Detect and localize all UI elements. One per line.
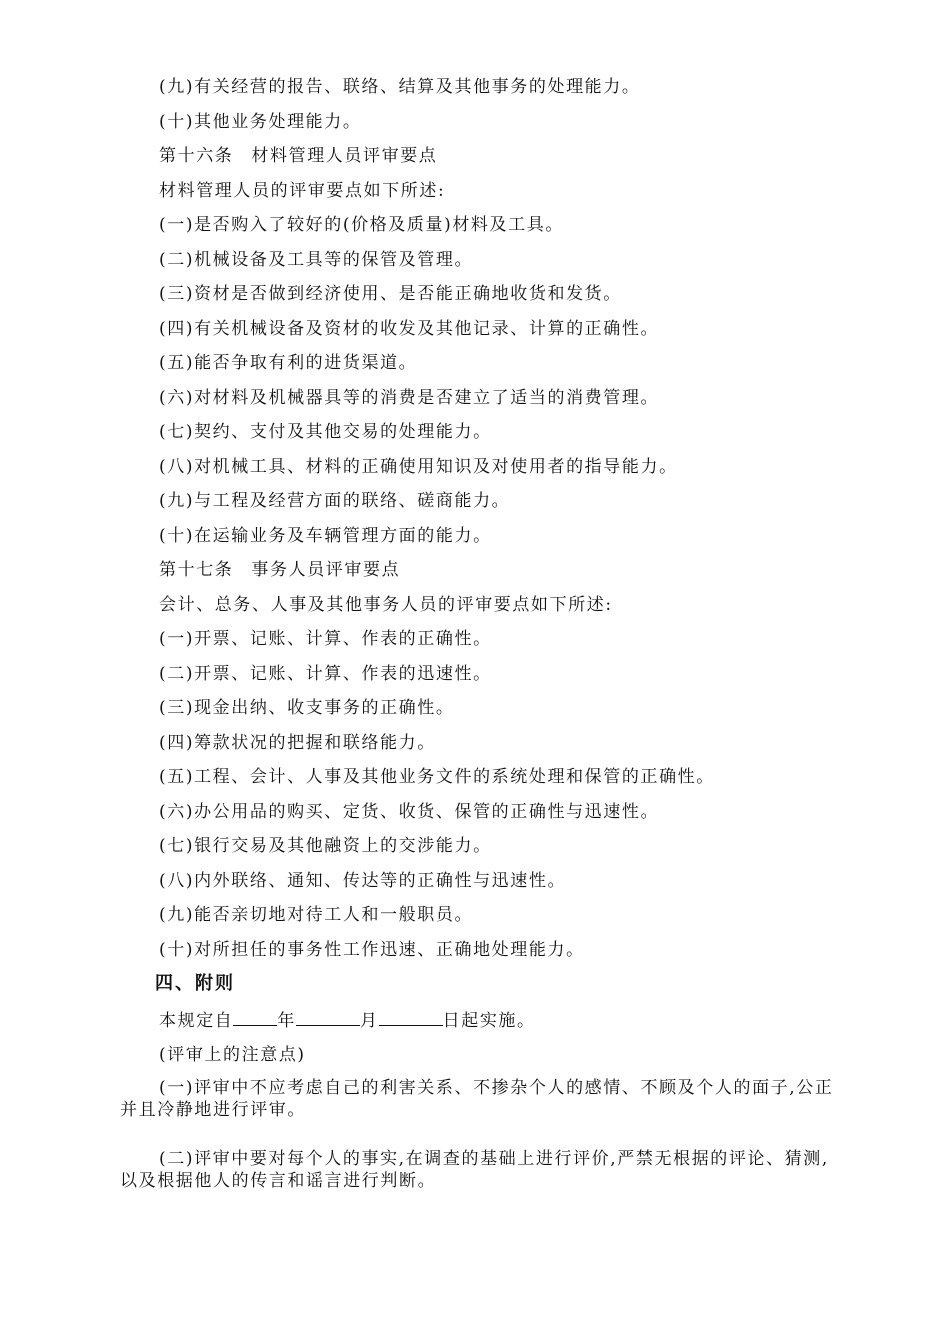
implementation-date — [159, 1010, 850, 1032]
list-item: (五)工程、会计、人事及其他业务文件的系统处理和保管的正确性。 — [159, 767, 715, 787]
article-number: 第十六条 — [159, 146, 234, 166]
article-heading-16 — [159, 145, 850, 167]
month-blank — [296, 1010, 360, 1026]
year-blank — [233, 1010, 277, 1026]
month-label: 月 — [360, 1011, 379, 1031]
list-item: (六)对材料及机械器具等的消费是否建立了适当的消费管理。 — [159, 388, 660, 408]
list-item: (二)开票、记账、计算、作表的迅速性。 — [159, 664, 492, 684]
note-paragraph: (一)评审中不应考虑自己的利害关系、不掺杂个人的感情、不顾及个人的面子,公正并且冷静地进行评审。 — [120, 1078, 834, 1120]
article-intro: 材料管理人员的评审要点如下所述: — [159, 181, 446, 201]
list-item: (六)办公用品的购买、定货、收货、保管的正确性与迅速性。 — [159, 802, 660, 822]
article-heading-17 — [159, 559, 850, 581]
list-item: (七)契约、支付及其他交易的处理能力。 — [159, 422, 492, 442]
list-item: (七)银行交易及其他融资上的交涉能力。 — [159, 836, 492, 856]
list-item: (四)有关机械设备及资材的收发及其他记录、计算的正确性。 — [159, 319, 660, 339]
list-item: (十)在运输业务及车辆管理方面的能力。 — [159, 526, 492, 546]
note-paragraph: (二)评审中要对每个人的事实,在调查的基础上进行评价,严禁无根据的评论、猜测,以及根据他人的传言和谣言进行判断。 — [120, 1149, 829, 1191]
day-label: 日起实施。 — [442, 1011, 536, 1031]
list-item: (九)能否亲切地对待工人和一般职员。 — [159, 905, 474, 925]
list-item: (一)是否购入了较好的(价格及质量)材料及工具。 — [159, 215, 564, 235]
list-item: (一)开票、记账、计算、作表的正确性。 — [159, 629, 492, 649]
list-item: (九)有关经营的报告、联络、结算及其他事务的处理能力。 — [159, 77, 641, 97]
year-label: 年 — [277, 1011, 297, 1031]
article-title: 事务人员评审要点 — [251, 560, 401, 580]
notes-title: (评审上的注意点) — [159, 1045, 306, 1065]
article-number: 第十七条 — [159, 560, 234, 580]
day-blank — [379, 1010, 443, 1026]
list-item: (十)其他业务处理能力。 — [159, 112, 362, 132]
list-item: (十)对所担任的事务性工作迅速、正确地处理能力。 — [159, 940, 585, 960]
list-item: (九)与工程及经营方面的联络、磋商能力。 — [159, 491, 511, 511]
article-intro: 会计、总务、人事及其他事务人员的评审要点如下所述: — [159, 595, 613, 615]
list-item: (二)机械设备及工具等的保管及管理。 — [159, 250, 474, 270]
list-item: (五)能否争取有利的进货渠道。 — [159, 353, 418, 373]
list-item: (四)筹款状况的把握和联络能力。 — [159, 733, 436, 753]
list-item: (三)资材是否做到经济使用、是否能正确地收货和发货。 — [159, 284, 622, 304]
list-item: (八)对机械工具、材料的正确使用知识及对使用者的指导能力。 — [159, 457, 678, 477]
article-title: 材料管理人员评审要点 — [251, 146, 438, 166]
section-heading: 四、附则 — [155, 973, 235, 994]
implementation-prefix: 本规定自 — [159, 1011, 234, 1031]
list-item: (八)内外联络、通知、传达等的正确性与迅速性。 — [159, 871, 567, 891]
list-item: (三)现金出纳、收支事务的正确性。 — [159, 698, 455, 718]
